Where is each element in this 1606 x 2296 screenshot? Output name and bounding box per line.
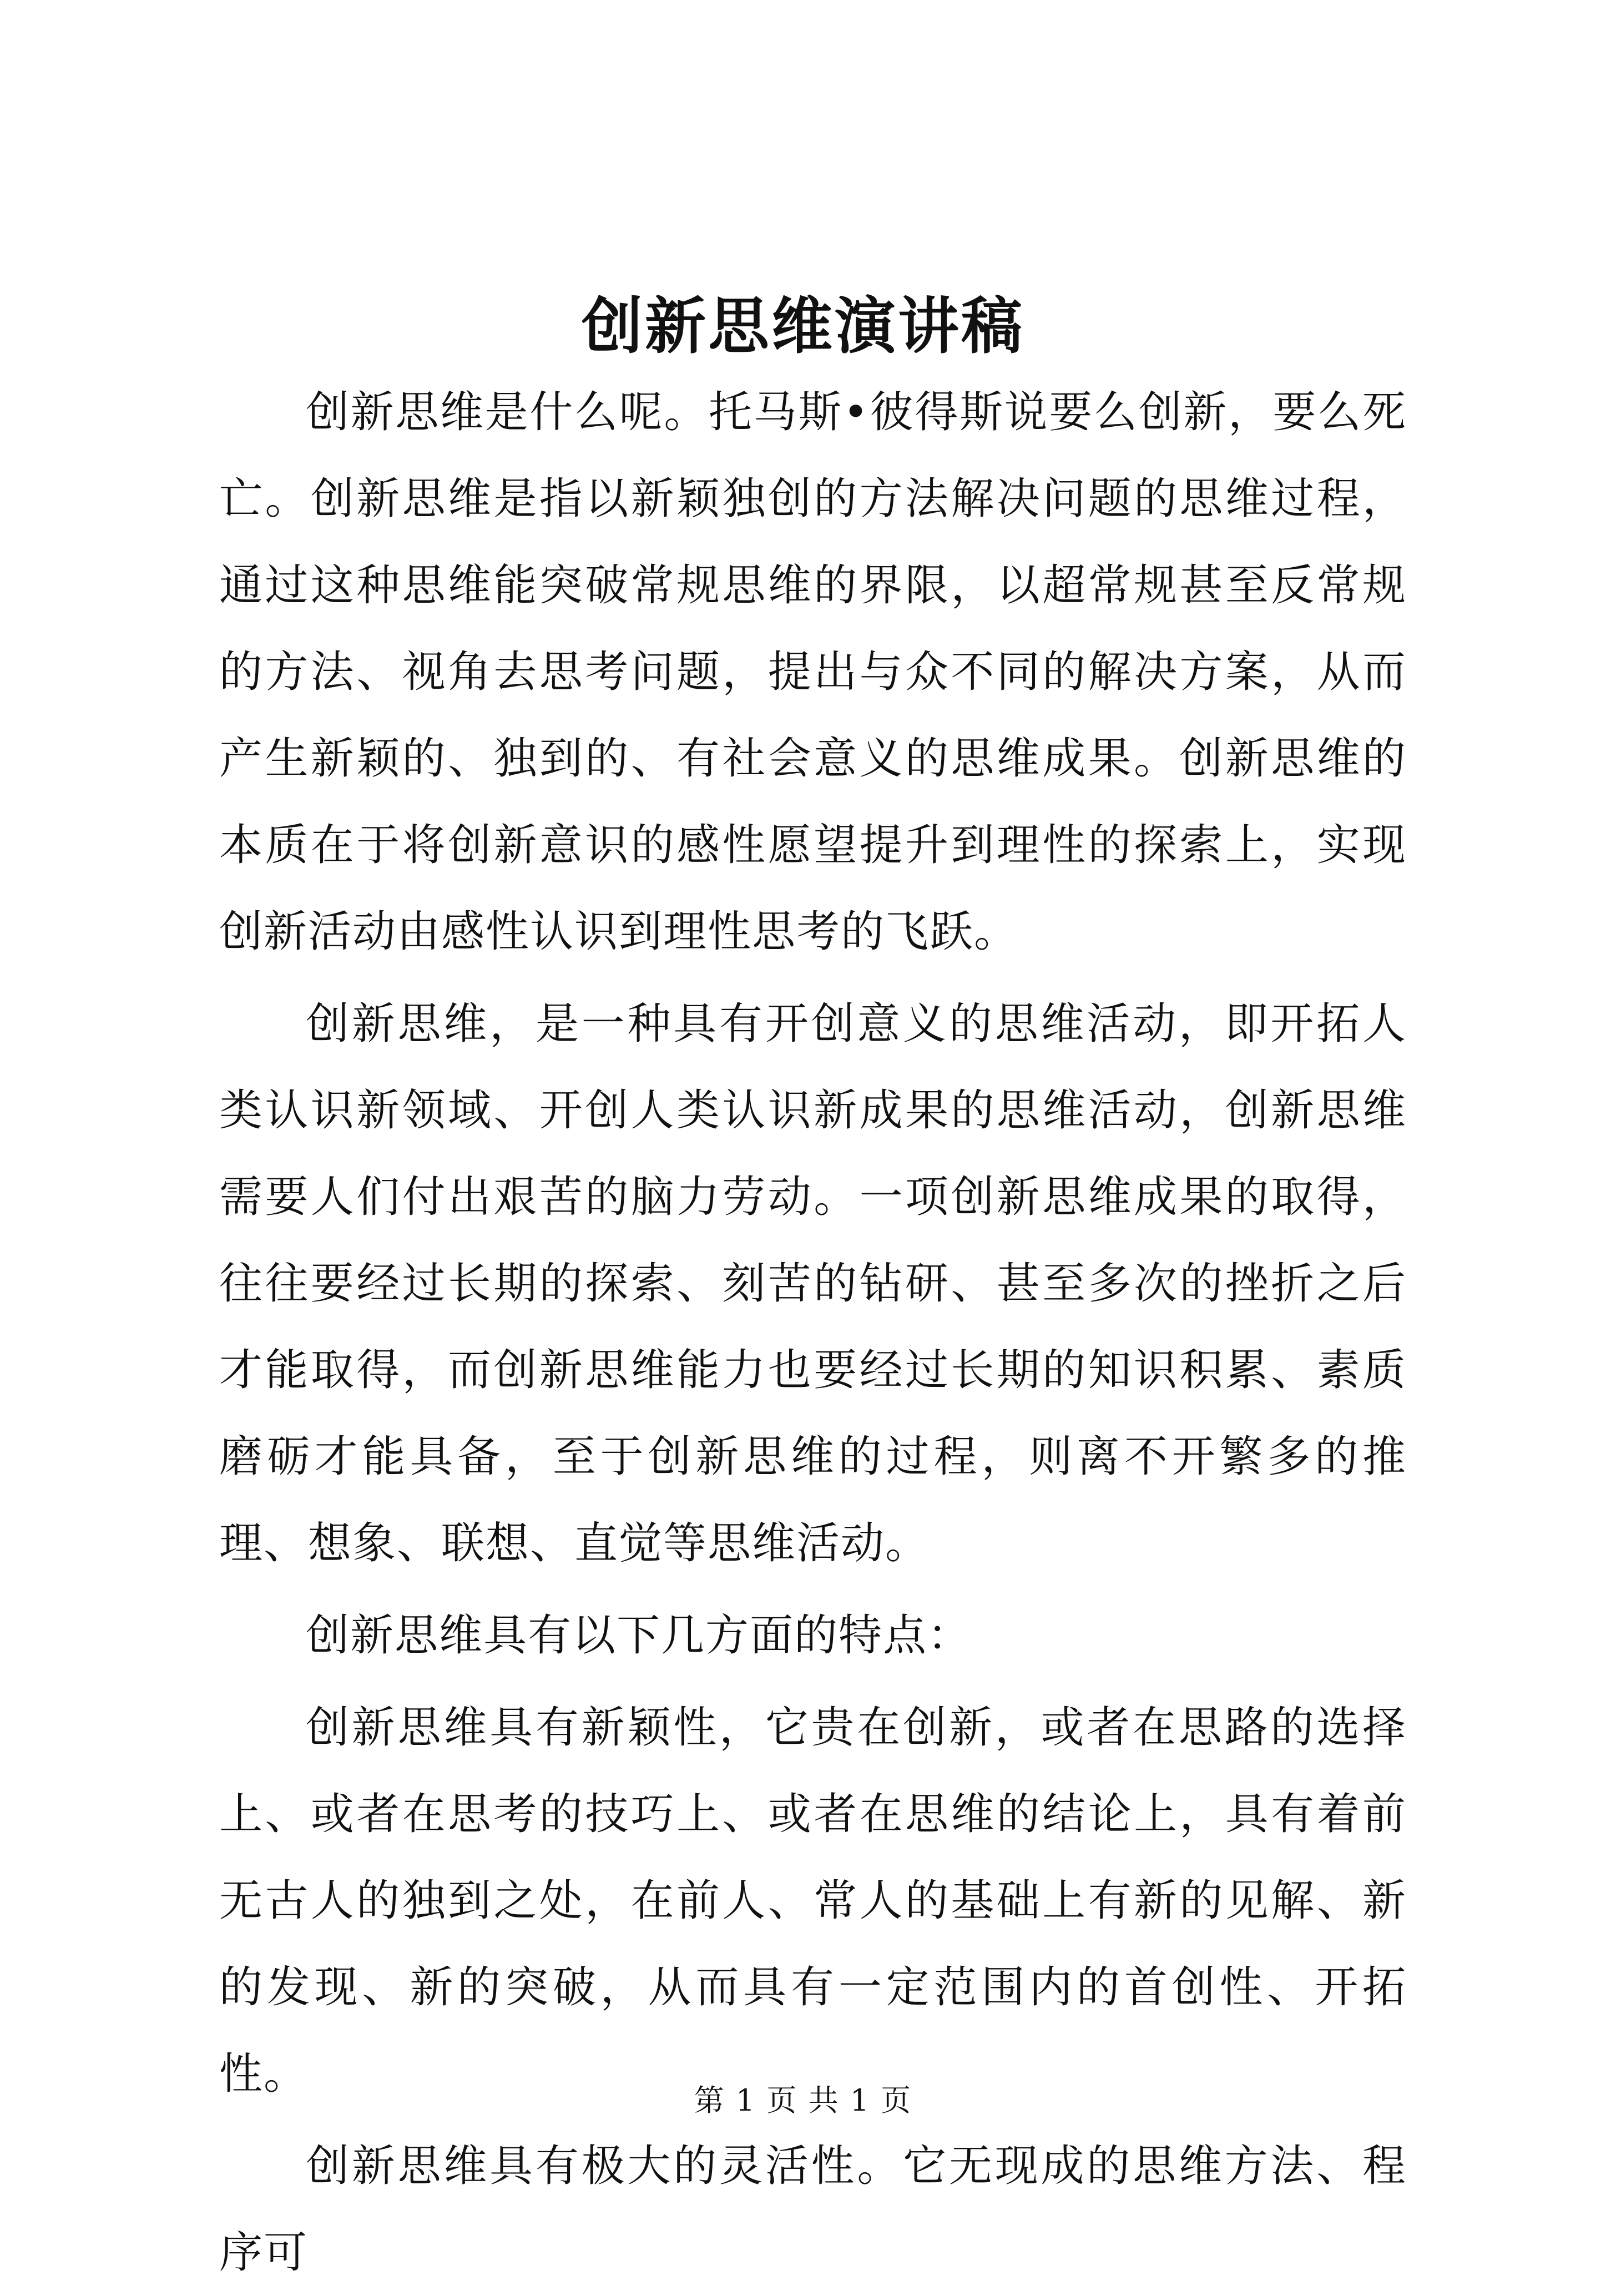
paragraph-3: 创新思维具有以下几方面的特点： [306,1611,972,1661]
document-title: 创新思维演讲稿 [582,290,1024,362]
paragraph-2: 创新思维，是一种具有开创意义的思维活动，即开拓人类认识新领域、开创人类认识新成果的思维活动，创新思维需要人们付出艰苦的脑力劳动。一项创新思维成果的取得，往往要经过长期的探索、刻苦的钻研、甚至多次的挫折之后才能取得，而创新思维能力也要经过长期的知识积累、素质磨砺才能具备，至于创新思维的过程，则离不开繁多的推理、想象、联想、直觉等思维活动。 [219,999,1407,1568]
document-body [219,369,1407,2296]
page-footer: 第 1 页 共 1 页 [694,2083,912,2118]
paragraph-5: 创新思维具有极大的灵活性。它无现成的思维方法、程序可 [219,2141,1407,2278]
paragraph-4: 创新思维具有新颖性，它贵在创新，或者在思路的选择上、或者在思考的技巧上、或者在思维的结论上，具有着前无古人的独到之处，在前人、常人的基础上有新的见解、新的发现、新的突破，从而具有一定范围内的首创性、开拓性。 [219,1703,1407,2099]
paragraph-1: 创新思维是什么呢。托马斯•彼得斯说要么创新，要么死亡。创新思维是指以新颖独创的方法解决问题的思维过程，通过这种思维能突破常规思维的界限，以超常规甚至反常规的方法、视角去思考问题，提出与众不同的解决方案，从而产生新颖的、独到的、有社会意义的思维成果。创新思维的本质在于将创新意识的感性愿望提升到理性的探索上，实现创新活动由感性认识到理性思考的飞跃。 [219,387,1407,957]
